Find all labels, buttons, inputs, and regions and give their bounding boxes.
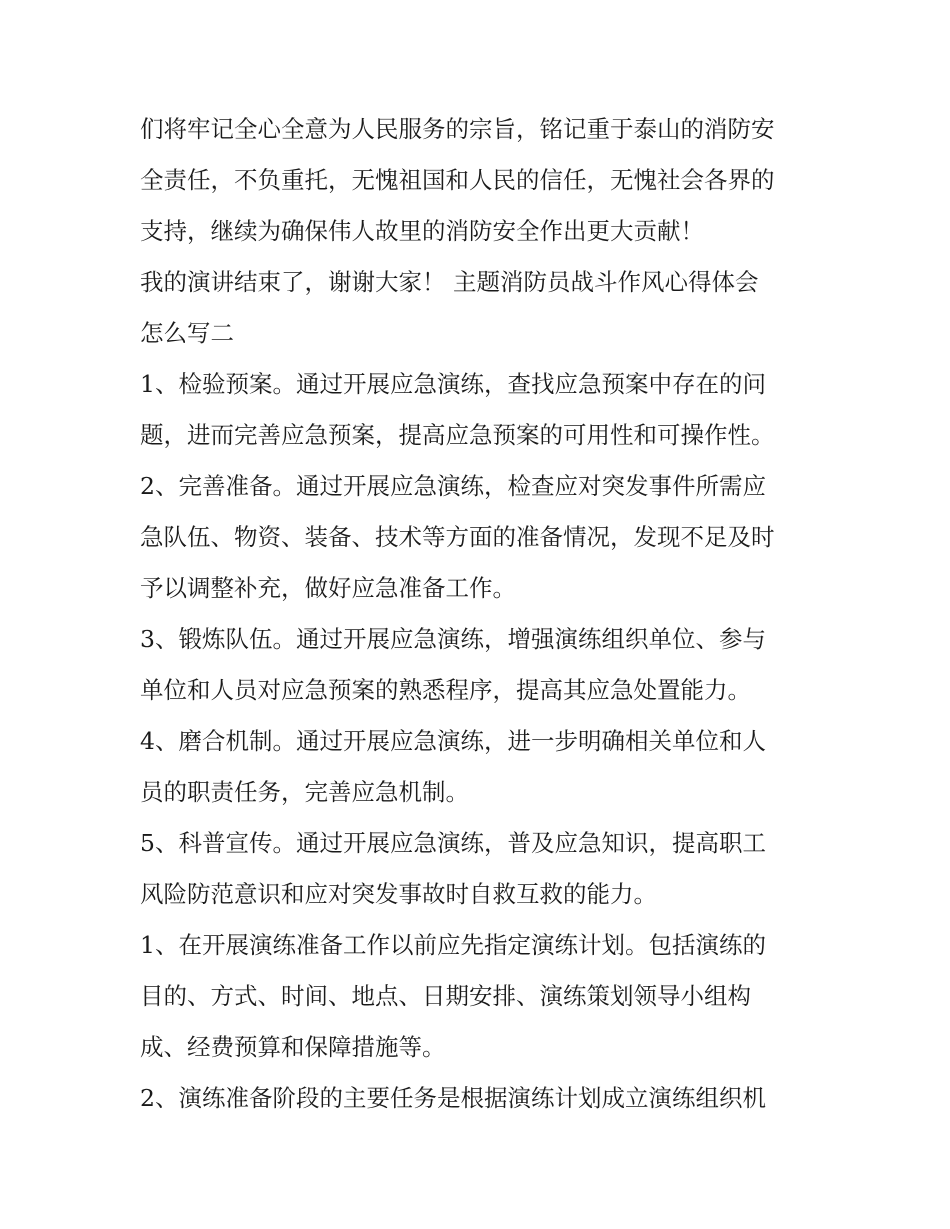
paragraph-item-3 xyxy=(140,614,820,716)
paragraph-item-4 xyxy=(140,716,820,818)
text-line: 5、科普宣传。通过开展应急演练，普及应急知识，提高职工 xyxy=(140,829,766,857)
text-line: 怎么写二 xyxy=(140,319,234,347)
paragraph-step-1 xyxy=(140,920,820,1073)
text-line: 2、演练准备阶段的主要任务是根据演练计划成立演练组织机 xyxy=(140,1084,766,1112)
text-line: 2、完善准备。通过开展应急演练，检查应对突发事件所需应 xyxy=(140,472,766,500)
text-line: 予以调整补充，做好应急准备工作。 xyxy=(140,574,516,602)
text-line: 急队伍、物资、装备、技术等方面的准备情况，发现不足及时 xyxy=(140,523,775,551)
text-line: 1、在开展演练准备工作以前应先指定演练计划。包括演练的 xyxy=(140,931,766,959)
paragraph-closing-pledge xyxy=(140,104,820,257)
text-line: 4、磨合机制。通过开展应急演练，进一步明确相关单位和人 xyxy=(140,727,766,755)
paragraph-item-2 xyxy=(140,461,820,614)
text-line: 题，进而完善应急预案，提高应急预案的可用性和可操作性。 xyxy=(140,421,775,449)
text-line: 全责任，不负重托，无愧祖国和人民的信任，无愧社会各界的 xyxy=(140,166,775,194)
text-line: 风险防范意识和应对突发事故时自救互救的能力。 xyxy=(140,880,657,908)
text-line: 成、经费预算和保障措施等。 xyxy=(140,1033,446,1061)
text-line: 1、检验预案。通过开展应急演练，查找应急预案中存在的问 xyxy=(140,370,766,398)
text-line: 我的演讲结束了，谢谢大家！ 主题消防员战斗作风心得体会 xyxy=(140,268,759,296)
text-line: 目的、方式、时间、地点、日期安排、演练策划领导小组构 xyxy=(140,982,751,1010)
paragraph-item-1 xyxy=(140,359,820,461)
paragraph-item-5 xyxy=(140,818,820,920)
document-body xyxy=(140,104,820,1124)
text-line: 3、锻炼队伍。通过开展应急演练，增强演练组织单位、参与 xyxy=(140,625,766,653)
paragraph-speech-end-and-title xyxy=(140,257,820,359)
text-line: 单位和人员对应急预案的熟悉程序，提高其应急处置能力。 xyxy=(140,676,751,704)
text-line: 支持，继续为确保伟人故里的消防安全作出更大贡献！ xyxy=(140,217,704,245)
text-line: 员的职责任务，完善应急机制。 xyxy=(140,778,469,806)
text-line: 们将牢记全心全意为人民服务的宗旨，铭记重于泰山的消防安 xyxy=(140,115,775,143)
paragraph-step-2 xyxy=(140,1073,820,1124)
